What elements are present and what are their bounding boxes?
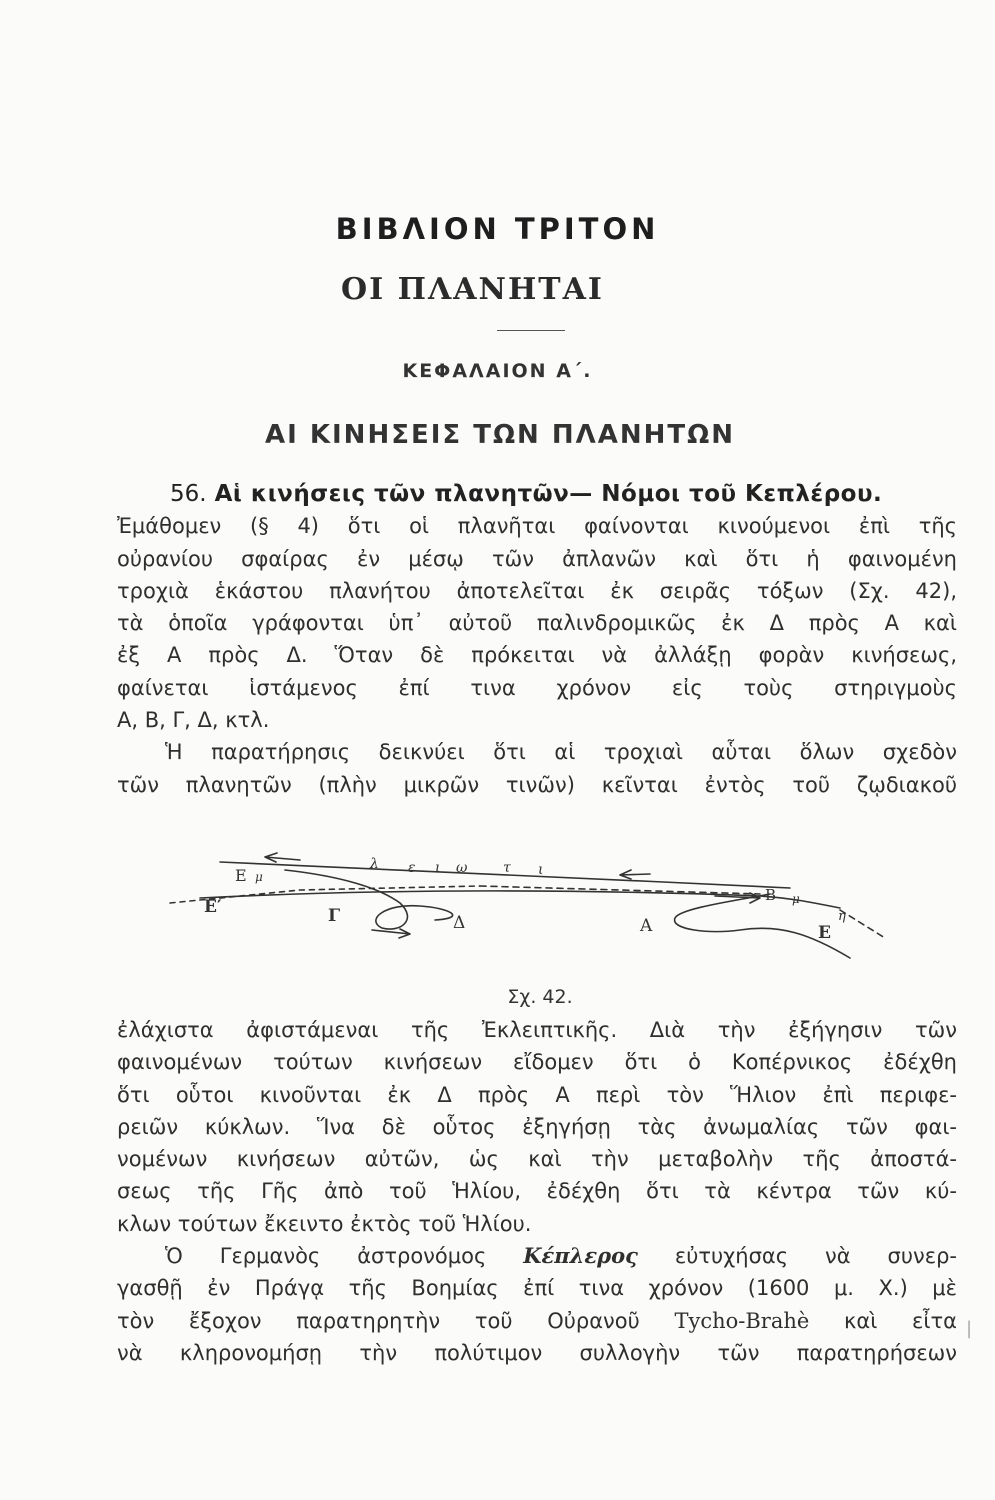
ecliptic-letter: τ bbox=[503, 860, 511, 876]
title-divider bbox=[497, 330, 565, 331]
text-line: Α, Β, Γ, Δ, κτλ. bbox=[117, 708, 270, 733]
text-line: ὅτι οὗτοι κινοῦνται ἐκ Δ πρὸς Α περὶ τὸν Ἥλιον ἐπὶ περιφε- bbox=[117, 1082, 957, 1107]
body-text-upper bbox=[117, 478, 957, 801]
text-line: νὰ κληρονομήσῃ τὴν πολύτιμον συλλογὴν τῶν παρατηρήσεων bbox=[117, 1340, 957, 1365]
text-line: οὐρανίου σφαίρας ἐν μέσῳ τῶν ἀπλανῶν καὶ ὅτι ἡ φαινομένη bbox=[117, 546, 957, 571]
label-alpha: Α bbox=[640, 916, 653, 936]
text-line: φαινομένων τούτων κινήσεων εἴδομεν ὅτι ὁ Κοπέρνικος ἐδέχθη bbox=[117, 1050, 957, 1075]
label-eta: η bbox=[838, 909, 846, 924]
label-delta: Δ bbox=[453, 913, 466, 933]
text-line: Ἡ παρατήρησις δεικνύει ὅτι αἱ τροχιαὶ αὗται ὅλων σχεδὸν bbox=[165, 740, 957, 765]
book-title: ΒΙΒΛΙΟΝ ΤΡΙΤΟΝ bbox=[335, 212, 660, 246]
name-tycho-brahe: Tycho-Brahè bbox=[674, 1308, 810, 1333]
ecliptic-letter: ι bbox=[538, 862, 544, 878]
label-E-upper: Ε bbox=[235, 866, 247, 885]
ecliptic-letter: λ bbox=[370, 856, 379, 872]
arrow-upper-left bbox=[265, 853, 300, 862]
section-heading bbox=[117, 478, 957, 510]
section-title: Αἱ κινήσεις τῶν πλανητῶν— Νόμοι τοῦ Κεπλέρου. bbox=[214, 481, 883, 507]
margin-mark: | bbox=[966, 1318, 973, 1339]
text-line bbox=[117, 1240, 957, 1272]
text-span: Ὁ Γερμανὸς ἀστρονόμος bbox=[165, 1244, 487, 1269]
label-gamma: Γ bbox=[328, 906, 341, 926]
chapter-title: ΑΙ ΚΙΝΗΣΕΙΣ ΤΩΝ ΠΛΑΝΗΤΩΝ bbox=[265, 420, 735, 450]
text-line: κλων τούτων ἔκειντο ἐκτὸς τοῦ Ἡλίου. bbox=[117, 1211, 532, 1236]
chapter-number: ΚΕΦΑΛΑΙΟΝ Α΄. bbox=[402, 360, 593, 382]
figure-caption: Σχ. 42. bbox=[507, 986, 573, 1008]
arrow-lower-middle bbox=[372, 929, 410, 938]
text-line: ἐξ Α πρὸς Δ. Ὅταν δὲ πρόκειται νὰ ἀλλάξῃ φορὰν κινήσεως, bbox=[117, 643, 957, 668]
loop-left bbox=[285, 870, 453, 929]
text-span: τὸν ἔξοχον παρατηρητὴν τοῦ Οὐρανοῦ bbox=[117, 1308, 640, 1333]
text-line: τῶν πλανητῶν (πλὴν μικρῶν τινῶν) κεῖνται ἐντὸς τοῦ ζῳδιακοῦ bbox=[117, 772, 957, 797]
text-line: σεως τῆς Γῆς ἀπὸ τοῦ Ἡλίου, ἐδέχθη ὅτι τὰ κέντρα τῶν κύ- bbox=[117, 1179, 957, 1204]
arrow-upper-right bbox=[620, 870, 650, 879]
section-number: 56. bbox=[170, 481, 207, 507]
text-line: Ἐμάθομεν (§ 4) ὅτι οἱ πλανῆται φαίνονται κινούμενοι ἐπὶ τῆς bbox=[117, 514, 957, 539]
figure-42-diagram bbox=[150, 848, 890, 983]
text-line: νομένων κινήσεων αὐτῶν, ὡς καὶ τὴν μεταβολὴν τῆς ἀποστά- bbox=[117, 1147, 957, 1172]
text-line: τὰ ὁποῖα γράφονται ὑπ᾽ αὐτοῦ παλινδρομικῶς ἐκ Δ πρὸς Α καὶ bbox=[117, 611, 957, 636]
text-line: τροχιὰ ἑκάστου πλανήτου ἀποτελεῖται ἐκ σειρᾶς τόξων (Σχ. 42), bbox=[117, 578, 957, 603]
label-mu-right: μ bbox=[792, 892, 800, 906]
label-E-right: Ε bbox=[818, 923, 831, 943]
ecliptic-letter: ε bbox=[408, 860, 416, 876]
name-kepler: Κέπλερος bbox=[523, 1243, 638, 1269]
label-mu-left: μ bbox=[255, 870, 263, 884]
text-line: φαίνεται ἱστάμενος ἐπί τινα χρόνον εἰς τοὺς στηριγμοὺς bbox=[117, 675, 957, 700]
text-line: γασθῇ ἐν Πράγᾳ τῆς Βοημίας ἐπί τινα χρόνον (1600 μ. Χ.) μὲ bbox=[117, 1276, 957, 1301]
part-title: ΟΙ ΠΛΑΝΗΤΑΙ bbox=[341, 272, 604, 307]
label-beta: Β bbox=[765, 886, 777, 904]
label-E-prime: Ε′ bbox=[204, 897, 222, 917]
text-line: ρειῶν κύκλων. Ἵνα δὲ οὗτος ἐξηγήσῃ τὰς ἀνωμαλίας τῶν φαι- bbox=[117, 1114, 957, 1139]
text-line bbox=[117, 1305, 957, 1337]
text-span: εὐτυχήσας νὰ συνερ- bbox=[674, 1244, 957, 1269]
text-line: ἐλάχιστα ἀφιστάμεναι τῆς Ἐκλειπτικῆς. Διὰ τὴν ἐξήγησιν τῶν bbox=[117, 1018, 957, 1042]
ecliptic-letter: ω bbox=[456, 860, 468, 876]
body-text-lower bbox=[117, 1014, 957, 1369]
text-span: καὶ εἶτα bbox=[844, 1308, 957, 1333]
ecliptic-letter: ι bbox=[435, 860, 441, 876]
